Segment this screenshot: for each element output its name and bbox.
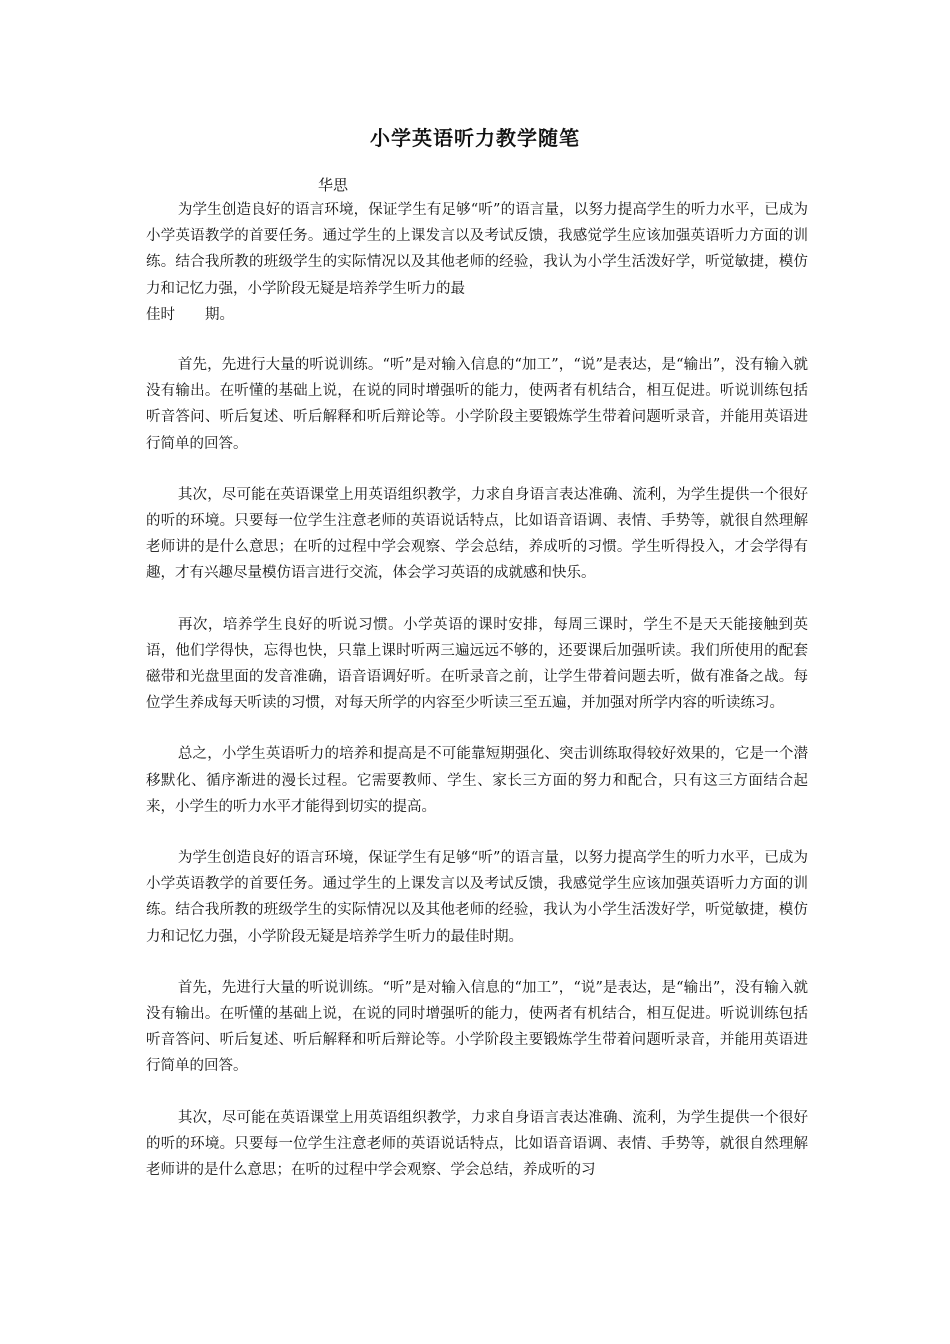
paragraph-intro-text: 为学生创造良好的语言环境，保证学生有足够“听”的语言量，以努力提高学生的听力水平，已成为小学英语教学的首要任务。通过学生的上课发言以及考试反馈，我感觉学生应该加强英语听力方面的训练。结合我所教的班级学生的实际情况以及其他老师的经验，我认为小学生活泼好学，听觉敏捷，模仿力和记忆力强，小学阶段无疑是培养学生听力的最 <box>146 202 808 297</box>
paragraph-intro-tail <box>146 302 808 328</box>
document-title: 小学英语听力教学随笔 <box>370 126 580 150</box>
paragraph: 为学生创造良好的语言环境，保证学生有足够“听”的语言量，以努力提高学生的听力水平，已成为小学英语教学的首要任务。通过学生的上课发言以及考试反馈，我感觉学生应该加强英语听力方面的训练。结合我所教的班级学生的实际情况以及其他老师的经验，我认为小学生活泼好学，听觉敏捷，模仿力和记忆力强，小学阶段无疑是培养学生听力的最佳时期。 <box>146 850 808 945</box>
paragraph-intro-tail-part2: 期。 <box>205 306 234 323</box>
document-body <box>146 197 808 1208</box>
paragraph: 总之，小学生英语听力的培养和提高是不可能靠短期强化、突击训练取得较好效果的，它是一个潜移默化、循序渐进的漫长过程。它需要教师、学生、家长三方面的努力和配合，只有这三方面结合起来，小学生的听力水平才能得到切实的提高。 <box>146 746 808 815</box>
paragraph-intro <box>146 197 808 328</box>
paragraph: 首先，先进行大量的听说训练。“听”是对输入信息的“加工”，“说”是表达，是“输出”，没有输入就没有输出。在听懂的基础上说，在说的同时增强听的能力，使两者有机结合，相互促进。听说训练包括听音答问、听后复述、听后解释和听后辩论等。小学阶段主要锻炼学生带着问题听录音，并能用英语进行简单的回答。 <box>146 979 808 1075</box>
paragraph: 其次，尽可能在英语课堂上用英语组织教学，力求自身语言表达准确、流利，为学生提供一个很好的听的环境。只要每一位学生注意老师的英语说话特点，比如语音语调、表情、手势等，就很自然理解老师讲的是什么意思；在听的过程中学会观察、学会总结，养成听的习 <box>146 1109 808 1179</box>
paragraph: 再次，培养学生良好的听说习惯。小学英语的课时安排，每周三课时，学生不是天天能接触到英语，他们学得快，忘得也快，只靠上课时听两三遍远远不够的，还要课后加强听读。我们所使用的配套磁带和光盘里面的发音准确，语音语调好听。在听录音之前，让学生带着问题去听，做有准备之战。每位学生养成每天听读的习惯，对每天所学的内容至少听读三至五遍，并加强对所学内容的听读练习。 <box>146 616 808 712</box>
author-name: 华思 <box>318 176 349 194</box>
paragraph: 首先，先进行大量的听说训练。“听”是对输入信息的“加工”，“说”是表达，是“输出”，没有输入就没有输出。在听懂的基础上说，在说的同时增强听的能力，使两者有机结合，相互促进。听说训练包括听音答问、听后复述、听后解释和听后辩论等。小学阶段主要锻炼学生带着问题听录音，并能用英语进行简单的回答。 <box>146 357 808 452</box>
paragraph-intro-tail-part1: 佳时 <box>146 306 175 323</box>
paragraph: 其次，尽可能在英语课堂上用英语组织教学，力求自身语言表达准确、流利，为学生提供一个很好的听的环境。只要每一位学生注意老师的英语说话特点，比如语音语调、表情、手势等，就很自然理解老师讲的是什么意思；在听的过程中学会观察、学会总结，养成听的习惯。学生听得投入，才会学得有趣，才有兴趣尽量模仿语言进行交流，体会学习英语的成就感和快乐。 <box>146 486 808 582</box>
